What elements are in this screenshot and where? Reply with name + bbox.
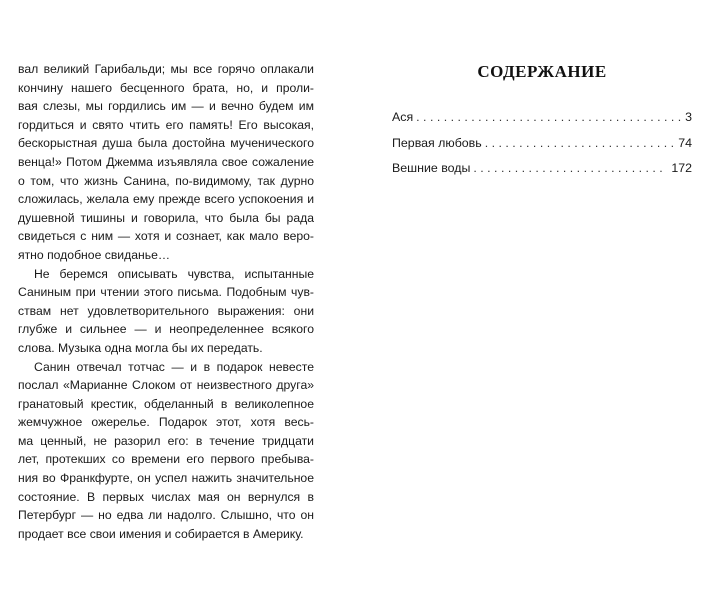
toc-entry <box>392 108 692 126</box>
text-line: Не беремся описывать чувства, испытанные <box>34 266 314 281</box>
toc-entry-page: 74 <box>678 135 692 150</box>
toc-entry <box>392 134 692 152</box>
text-line: вал великий Гарибальди; мы все горячо оплакали <box>18 62 314 76</box>
text-line: свидеться с ним — хотя и сознает, как мало веро- <box>18 229 314 244</box>
text-line: продает все свои имения и собирается в Америку. <box>18 526 304 541</box>
toc-entry-page: 3 <box>685 110 692 124</box>
toc-leader-dots <box>416 108 681 126</box>
text-line: глубже и сильнее — и неопределеннее всякого <box>18 322 314 337</box>
text-line: ятно подобное свиданье… <box>18 247 171 262</box>
text-line: ма ценный, не разорил его: в течение тридцати <box>18 433 314 448</box>
table-of-contents <box>392 62 692 185</box>
text-line: бескорыстная душа была достойна мученического <box>18 136 314 151</box>
toc-title: СОДЕРЖАНИЕ <box>477 62 607 81</box>
toc-entry-title: Первая любовь <box>392 135 482 150</box>
text-line: ствам нет удовлетворительного выражения: они <box>18 303 314 318</box>
text-line: о том, что жизнь Санина, по-видимому, так дурно <box>18 173 314 188</box>
text-line: жемчужное ожерелье. Подарок этот, хотя весь- <box>18 415 314 430</box>
text-line: венца!» Потом Джемма изъявляла свое сожаление <box>18 154 314 169</box>
toc-entry-title: Ася <box>392 110 414 124</box>
text-line: состояние. В первых числах мая он вернулся в <box>18 489 314 504</box>
text-line: слова. Музыка одна могла бы их передать. <box>18 340 263 355</box>
toc-leader-dots <box>485 134 674 152</box>
text-line: гордиться и свято чтить его память! Его высокая, <box>18 117 314 132</box>
text-line: вая слезы, мы гордились им — и вечно будем им <box>18 99 314 114</box>
text-line: ния во Франкфурте, он успел нажить значительное <box>18 471 314 486</box>
text-line: Петербург — но едва ли надолго. Слышно, что он <box>18 508 314 523</box>
text-line: кончину нашего бесценного брата, но, и проли- <box>18 80 314 95</box>
toc-entry-title: Вешние воды <box>392 161 471 175</box>
text-line: Санин отвечал тотчас — и в подарок невесте <box>34 359 314 374</box>
text-line: послал «Марианне Слоком от неизвестного друга» <box>18 378 314 393</box>
toc-entry <box>392 159 692 177</box>
text-line: лет, протекших со времени его первого пребыва- <box>18 452 314 467</box>
left-page-text <box>18 60 314 543</box>
toc-entry-page: 172 <box>671 161 692 175</box>
text-line: душевной тишины и говорила, что была бы рада <box>18 210 314 225</box>
text-line: гранатовый крестик, обделанный в великолепное <box>18 396 314 411</box>
toc-leader-dots <box>473 159 667 177</box>
text-line: Саниным при чтении этого письма. Подобным чув- <box>18 285 314 300</box>
text-line: сложилась, желала ему прежде всего успокоения и <box>18 192 314 207</box>
